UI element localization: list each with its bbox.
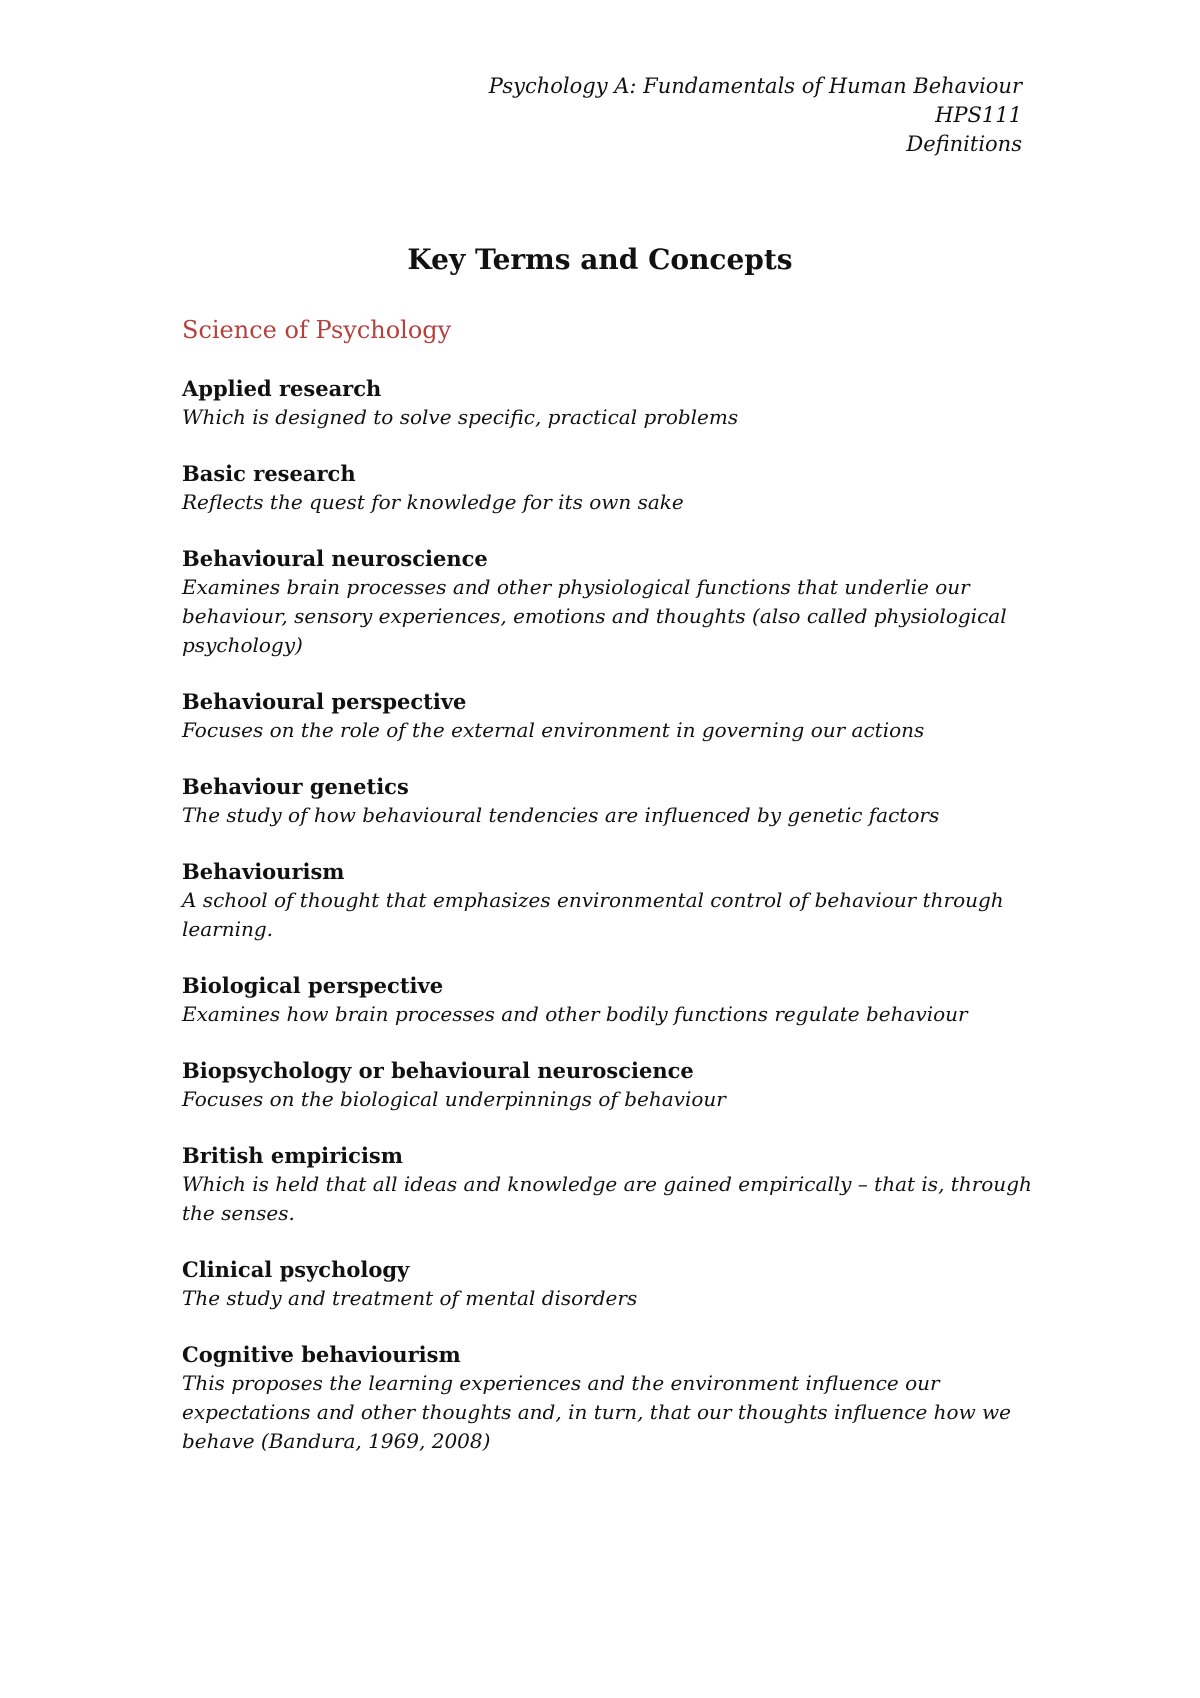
term: Clinical psychology (182, 1257, 410, 1282)
page-header (489, 72, 1022, 159)
document-type: Definitions (906, 132, 1022, 156)
term: British empiricism (182, 1143, 403, 1168)
course-name: Psychology A: Fundamentals of Human Behaviour (488, 74, 1022, 98)
term: Behaviour genetics (182, 774, 409, 799)
definition-entry (182, 374, 1032, 432)
term: Applied research (182, 376, 382, 401)
term: Basic research (182, 461, 356, 486)
definition-entry (182, 1340, 1032, 1456)
definition-entry (182, 971, 1032, 1029)
document-title: Key Terms and Concepts (407, 243, 793, 276)
section-heading: Science of Psychology (182, 316, 452, 344)
definition-entry (182, 857, 1032, 944)
definition-entry (182, 1056, 1032, 1114)
definition: Focuses on the role of the external environment in governing our actions (182, 718, 925, 742)
term: Behavioural neuroscience (182, 546, 488, 571)
term: Biological perspective (182, 973, 444, 998)
course-code: HPS111 (935, 103, 1022, 127)
definition-entry (182, 1255, 1032, 1313)
term: Behaviourism (182, 859, 345, 884)
definition: Examines brain processes and other physiological functions that underlie our behaviour, sensory experiences, emotions and thoughts (also called physiological psychology) (182, 575, 1007, 657)
definition: Examines how brain processes and other bodily functions regulate behaviour (182, 1002, 968, 1026)
definition-entry (182, 772, 1032, 830)
definition-entry (182, 1141, 1032, 1228)
definition: Which is held that all ideas and knowledge are gained empirically – that is, through the senses. (182, 1172, 1032, 1225)
definition: Which is designed to solve specific, practical problems (182, 405, 739, 429)
term: Behavioural perspective (182, 689, 467, 714)
definition: This proposes the learning experiences and the environment influence our expectations and other thoughts and, in turn, that our thoughts influence how we behave (Bandura, 1969, 2008) (182, 1371, 1012, 1453)
definition-list (182, 374, 1032, 1483)
definition: The study and treatment of mental disorders (182, 1286, 638, 1310)
definition-entry (182, 687, 1032, 745)
term: Biopsychology or behavioural neuroscience (182, 1058, 694, 1083)
definition: Reflects the quest for knowledge for its own sake (182, 490, 684, 514)
definition: The study of how behavioural tendencies are influenced by genetic factors (182, 803, 940, 827)
definition-entry (182, 544, 1032, 660)
term: Cognitive behaviourism (182, 1342, 461, 1367)
definition: Focuses on the biological underpinnings of behaviour (182, 1087, 726, 1111)
definition-entry (182, 459, 1032, 517)
definition: A school of thought that emphasizes environmental control of behaviour through learning. (182, 888, 1004, 941)
